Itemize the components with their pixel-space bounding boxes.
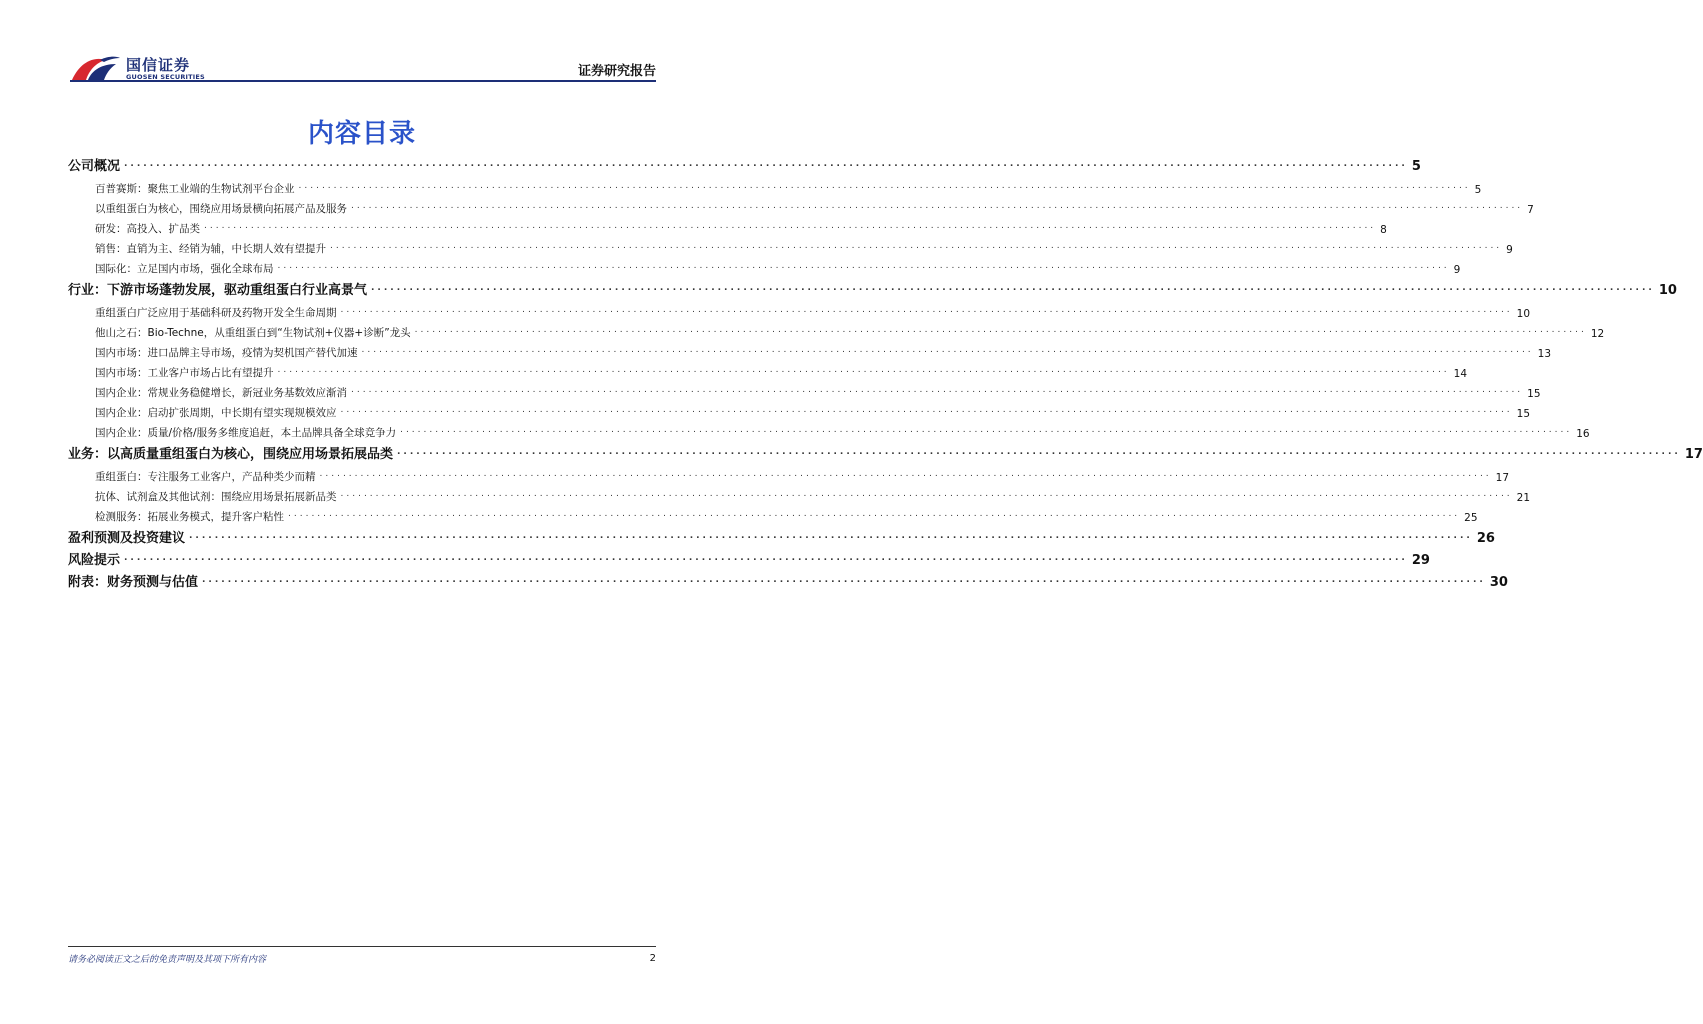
toc-entry-text: 盈利预测及投资建议 [68, 531, 186, 546]
toc-leader-dots: ........................................................................................................................................................................................................ [371, 283, 1655, 293]
toc-entry-text: 国内企业：常规业务稳健增长，新冠业务基数效应渐消 [95, 387, 347, 399]
toc-entry-page: 21 [1516, 492, 1531, 504]
toc-subsection-entry[interactable] [68, 360, 1468, 380]
toc-leader-dots: ........................................................................................................................................................................................................ [124, 553, 1408, 563]
toc-entry-text: 行业：下游市场蓬勃发展，驱动重组蛋白行业高景气 [68, 283, 368, 298]
toc-entry-text: 他山之石：Bio-Techne，从重组蛋白到“生物试剂+仪器+诊断”龙头 [95, 327, 411, 339]
page-number: 2 [649, 953, 656, 964]
toc-leader-dots: ........................................................................................................................................................................................................ [319, 469, 1492, 479]
toc-leader-dots: ........................................................................................................................................................................................................ [340, 489, 1513, 499]
footer-disclaimer: 请务必阅读正文之后的免责声明及其项下所有内容 [68, 955, 267, 965]
toc-leader-dots: ........................................................................................................................................................................................................ [340, 305, 1513, 315]
toc-subsection-entry[interactable] [68, 380, 1541, 400]
toc-section-entry[interactable] [68, 526, 1495, 546]
toc-leader-dots: ........................................................................................................................................................................................................ [202, 575, 1486, 585]
toc-entry-text: 国内企业：质量/价格/服务多维度追赶，本土品牌具备全球竞争力 [95, 427, 397, 439]
toc-section-entry[interactable] [68, 154, 1421, 174]
toc-section-entry[interactable] [68, 570, 1508, 590]
toc-entry-page: 8 [1380, 224, 1387, 236]
toc-entry-text: 以重组蛋白为核心，围绕应用场景横向拓展产品及服务 [95, 203, 347, 215]
toc-subsection-entry[interactable] [68, 176, 1482, 196]
toc-entry-text: 国内市场：工业客户市场占比有望提升 [95, 367, 274, 379]
toc-entry-text: 抗体、试剂盒及其他试剂：围绕应用场景拓展新品类 [95, 491, 337, 503]
toc-subsection-entry[interactable] [68, 300, 1531, 320]
toc-subsection-entry[interactable] [68, 464, 1510, 484]
toc-leader-dots: ........................................................................................................................................................................................................ [400, 425, 1573, 435]
toc-entry-text: 国际化：立足国内市场，强化全球布局 [95, 263, 274, 275]
toc-entry-page: 30 [1489, 575, 1508, 590]
toc-leader-dots: ........................................................................................................................................................................................................ [361, 345, 1534, 355]
toc-leader-dots: ........................................................................................................................................................................................................ [288, 509, 1461, 519]
toc-entry-page: 15 [1527, 388, 1541, 400]
toc-entry-page: 26 [1476, 531, 1495, 546]
toc-subsection-entry[interactable] [68, 340, 1552, 360]
toc-leader-dots: ........................................................................................................................................................................................................ [277, 261, 1450, 271]
toc-subsection-entry[interactable] [68, 320, 1605, 340]
toc-subsection-entry[interactable] [68, 420, 1590, 440]
toc-entry-page: 5 [1411, 159, 1421, 174]
toc-entry-text: 附表：财务预测与估值 [68, 575, 199, 590]
toc-entry-text: 重组蛋白：专注服务工业客户，产品种类少而精 [95, 471, 316, 483]
toc-entry-text: 销售：直销为主、经销为辅，中长期人效有望提升 [95, 243, 326, 255]
toc-entry-text: 业务：以高质量重组蛋白为核心，围绕应用场景拓展品类 [68, 447, 394, 462]
toc-entry-page: 25 [1464, 512, 1478, 524]
toc-subsection-entry[interactable] [68, 504, 1478, 524]
toc-entry-text: 重组蛋白广泛应用于基础科研及药物开发全生命周期 [95, 307, 337, 319]
toc-subsection-entry[interactable] [68, 400, 1531, 420]
toc-entry-text: 百普赛斯：聚焦工业端的生物试剂平台企业 [95, 183, 295, 195]
logo-english-name: GUOSEN SECURITIES [126, 73, 205, 81]
toc-leader-dots: ........................................................................................................................................................................................................ [414, 325, 1587, 335]
logo-chinese-name: 国信证券 [126, 56, 191, 74]
toc-entry-text: 国内市场：进口品牌主导市场，疫情为契机国产替代加速 [95, 347, 358, 359]
toc-entry-page: 9 [1453, 264, 1461, 276]
toc-entry-text: 公司概况 [68, 159, 121, 174]
toc-leader-dots: ........................................................................................................................................................................................................ [204, 221, 1377, 231]
toc-subsection-entry[interactable] [68, 236, 1513, 256]
toc-entry-text: 研发：高投入、扩品类 [95, 223, 200, 235]
toc-entry-page: 13 [1537, 348, 1552, 360]
toc-leader-dots: ........................................................................................................................................................................................................ [351, 201, 1524, 211]
toc-leader-dots: ........................................................................................................................................................................................................ [124, 159, 1408, 169]
toc-entry-page: 10 [1658, 283, 1677, 298]
toc-entry-page: 12 [1590, 328, 1605, 340]
toc-leader-dots: ........................................................................................................................................................................................................ [298, 181, 1471, 191]
toc-subsection-entry[interactable] [68, 196, 1534, 216]
header-divider [70, 80, 656, 82]
toc-entry-page: 5 [1474, 184, 1482, 196]
toc-subsection-entry[interactable] [68, 256, 1461, 276]
toc-leader-dots: ........................................................................................................................................................................................................ [330, 241, 1503, 251]
report-type-label: 证券研究报告 [577, 64, 656, 79]
toc-entry-page: 29 [1411, 553, 1430, 568]
toc-entry-page: 16 [1576, 428, 1590, 440]
toc-entry-page: 14 [1453, 368, 1468, 380]
toc-subsection-entry[interactable] [68, 484, 1531, 504]
toc-title: 内容目录 [307, 119, 416, 149]
toc-leader-dots: ........................................................................................................................................................................................................ [277, 365, 1450, 375]
toc-leader-dots: ........................................................................................................................................................................................................ [397, 447, 1681, 457]
toc-entry-text: 风险提示 [68, 553, 121, 568]
toc-leader-dots: ........................................................................................................................................................................................................ [189, 531, 1473, 541]
toc-section-entry[interactable] [68, 548, 1430, 568]
page-header [0, 0, 724, 90]
toc-entry-text: 国内企业：启动扩张周期，中长期有望实现规模效应 [95, 407, 337, 419]
toc-leader-dots: ........................................................................................................................................................................................................ [351, 385, 1524, 395]
toc-entry-page: 10 [1516, 308, 1531, 320]
toc-entry-page: 9 [1506, 244, 1513, 256]
toc-entry-page: 7 [1527, 204, 1534, 216]
footer-divider [68, 946, 656, 947]
toc-section-entry[interactable] [68, 442, 1703, 462]
toc-leader-dots: ........................................................................................................................................................................................................ [340, 405, 1513, 415]
toc-section-entry[interactable] [68, 278, 1677, 298]
toc-subsection-entry[interactable] [68, 216, 1387, 236]
toc-entry-text: 检测服务：拓展业务模式，提升客户粘性 [95, 511, 284, 523]
toc-entry-page: 17 [1495, 472, 1510, 484]
toc-entry-page: 17 [1684, 447, 1703, 462]
toc-entry-page: 15 [1516, 408, 1531, 420]
